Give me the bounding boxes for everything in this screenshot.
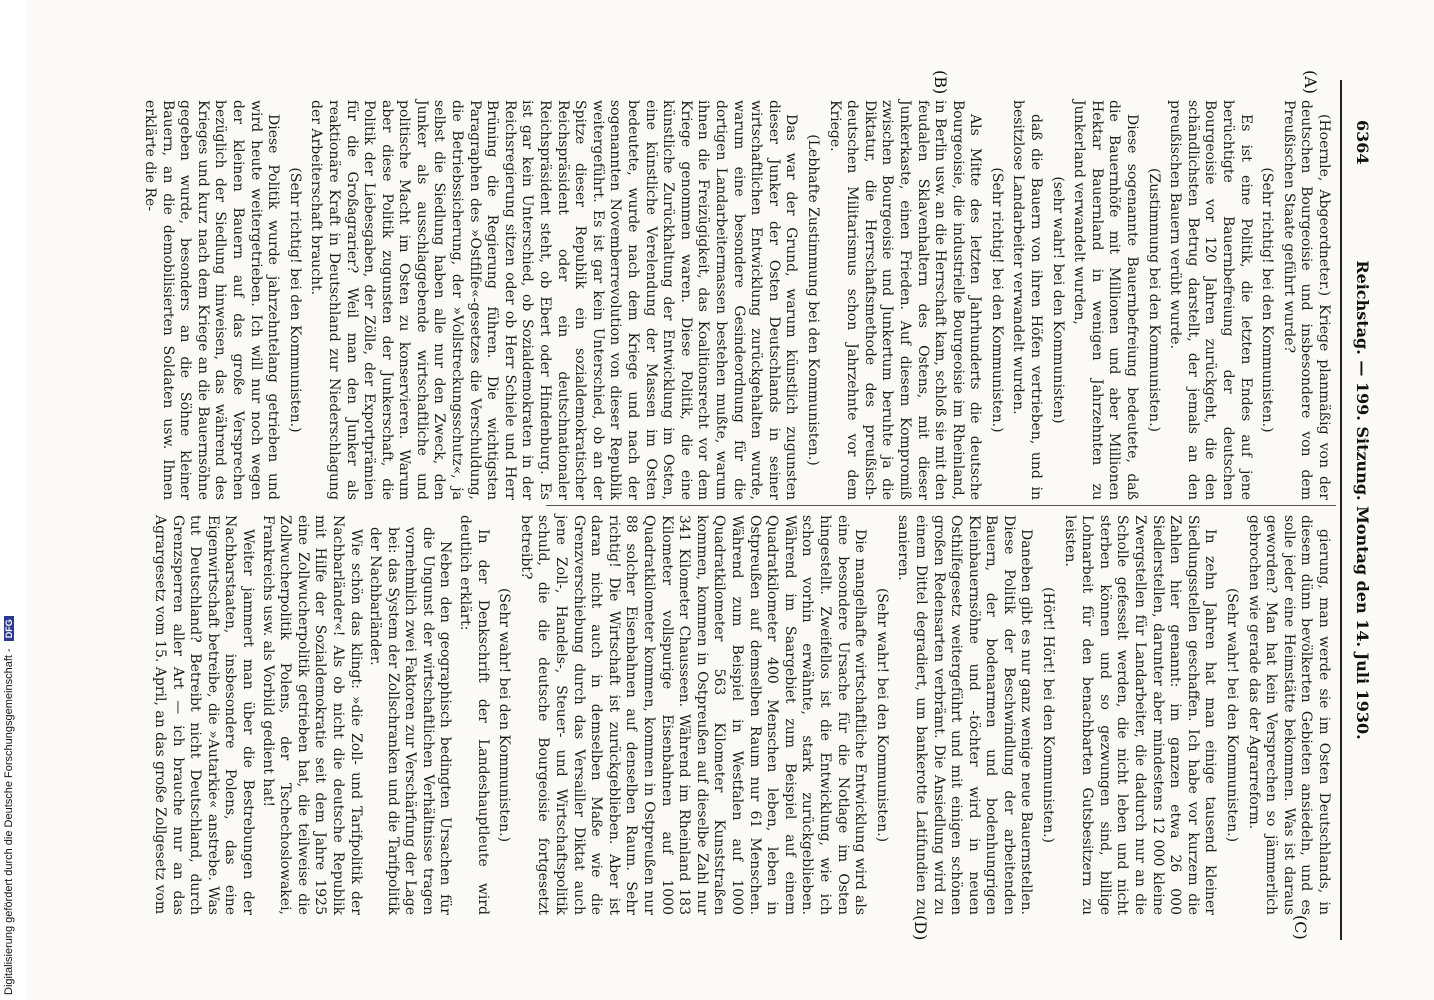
interjection: (Lebhafte Zustimmung bei den Kommunisten.) [804, 134, 821, 466]
interjection: (sehr wahr! bei den Kommunisten) [1049, 176, 1066, 424]
paragraph: Diese Politik wurde jahrzehntelang getrieben und wird heute weitergetrieben. Ich will nur noch wegen der kleinen Bauern auf das große Versprechen bezüglich der Siedlung hinweisen, das während des Krieges und kurz nach dem Kriege an die Bauernsöhne gegeben wurde, besonders an die Söhne kleiner Bauern, an die demobilisierten Soldaten usw. Ihnen erklärte die Re- [142, 100, 282, 500]
paragraph: Weiter jammert man über die Bestrebungen der Nachbarstaaten, insbesondere Polens, das eine Eigenwirtschaft betreibe, die »Autarkie« anstrebe. Was tut Deutschland? Betreibt nicht Deutschland, durch Grenzsperren aller Art — ich brauche nur an das Agrargesetz vom 15. April, an das große Zollgesetz vom [152, 515, 256, 915]
paragraph: Wie schön das klingt: »die Zoll- und Tarifpolitik der Nachbarländer«! Als ob nicht die deutsche Republik mit Hilfe der Sozialdemokratie seit dem Jahre 1925 eine Zollwucherpolitik getrieben hat, die teilweise die Zollwucherpolitik Polens, der Tschechoslowakei, Frankreichs usw. als Vorbild gedient hat! [259, 515, 364, 915]
paragraph: Als Mitte des letzten Jahrhunderts die deutsche Bourgeoisie, die industrielle Bourgeoisie im Rheinland, in Berlin usw. an die Herrschaft kam, schloß sie mit den feudalen Sklavenhaltern des Ostens, mit dieser Junkerkaste, einen Frieden. Auf diesem Kompromiß zwischen Bourgeoisie und Junkertum beruhte ja die Diktatur, die Herrschaftsmethode des preußisch-deutschen Militarismus schon Jahrzehnte vor dem Kriege. [826, 100, 984, 500]
interjection: (Sehr wahr! bei den Kommunisten.) [496, 587, 513, 843]
paragraph: In der Denkschrift der Landeshauptleute wird deutlich erklärt: [457, 515, 491, 915]
interjection: (Sehr wahr! bei den Kommunisten.) [1224, 587, 1241, 843]
margin-marker-b: (B) [931, 70, 950, 95]
paragraph: gierung, man werde sie im Osten Deutschlands, in diesem dünn bevölkerten Gebieten ansiedeln, und es solle jeder eine Heimstätte bekommen. Was ist daraus geworden? Man hat kein Versprechen so jämmerlich gebrochen wie gerade das der Agrarreform. [1245, 515, 1332, 915]
block-quote: Neben den geographisch bedingten Ursachen für die Ungunst der wirtschaftlichen Verhältnisse tragen vornehmlich zwei Faktoren zur Verschärfung der Lage bei: das System der Zollschranken und die Tarifpolitik der Nachbarländer. [367, 527, 454, 915]
margin-marker-c: (C) [1291, 915, 1310, 940]
page-title: Reichstag. — 199. Sitzung. Montag den 14. Juli 1930. [1353, 260, 1372, 740]
margin-marker-a: (A) [1301, 70, 1320, 95]
interjection: (Sehr richtig! bei den Kommunisten.) [286, 167, 303, 433]
interjection: (Sehr richtig! bei den Kommunisten.) [1259, 167, 1276, 433]
paragraph: Das war der Grund, warum künstlich zugunsten dieser Junker der Osten Deutschlands in seiner wirtschaftlichen Entwicklung zurückgehalten wurde, warum eine besondere Gesindeordnung für die dortigen Landarbeitermassen bestehen mußte, warum ihnen die Freizügigkeit, das Koalitionsrecht vor dem Kriege genommen waren. Diese Politik, die eine künstliche Zurückhaltung der Entwicklung im Osten, eine künstliche Verelendung der Massen im Osten bedeutete, wurde nach dem Kriege und nach der sogenannten Novemberrevolution von dieser Republik weitergeführt. Es ist gar kein Unterschied, ob an der Spitze dieser Republik ein sozialdemokratischer Reichspräsident oder ein deutschnationaler Reichspräsident steht, ob Ebert oder Hindenburg. Es ist gar kein Unterschied, ob Sozialdemokraten in der Reichsregierung sitzen oder ob Herr Schiele und Herr Brüning die Regierung führen. Die wichtigsten Paragraphen des »Ostfilfe«-gesetzes die Verschuldung, die Betriebssicherung, der »Vollstreckungsschutz«, ja selbst die Siedlung haben alle nur den Zweck, den Junker als ausschlaggebende wirtschaftliche und politische Macht im Osten zu konservieren. Warum aber diese Politik zugunsten der Junkerschaft, die Politik der Liebesgaben, der Zölle, der Exportprämien für die Großagrarier? Weil man den Junker als reaktionäre Kraft in Deutschland zur Niederschlagung der Arbeiterschaft braucht. [308, 100, 800, 500]
interjection: (Sehr richtig! bei den Kommunisten.) [988, 167, 1005, 433]
interjection: (Zustimmung bei den Kommunisten.) [1145, 168, 1162, 432]
right-column [152, 515, 1332, 915]
paragraph: Es ist eine Politik, die letzten Endes auf jene berüchtigte Bauernbefreiung der deutschen Bourgeoisie vor 120 Jahren zurückgeht, die den schändlichsten Betrug darstellt, der jemals an den preußischen Bauern verübt wurde. [1167, 100, 1254, 500]
column-divider [546, 505, 1336, 506]
digitization-credit-text: Digitalisierung gefördert durch die Deutsche Forschungsgemeinschaft - [3, 648, 15, 995]
interjection: (Hört! Hört! bei den Kommunisten.) [1040, 586, 1057, 843]
paragraph: Daneben gibt es nur ganz wenige neue Bauernstellen. Diese Politik der Beschwindlung der arbeitenden Bauern, der bodenarmen und bodenhungrigen Kleinbauernsöhne und -töchter wird in neuen Osthilfegesetz weitergeführt und mit einigen schönen großen Redensarten verbrämt. Die Ansiedlung wird zu einem Dittel degradiert, um bankerotte Latifundien zu sanieren. [895, 515, 1035, 915]
paragraph: daß die Bauern von ihren Höfen vertrieben, und in besitzlose Landarbeiter verwandelt wurden. [1010, 100, 1045, 500]
page-number: 6364 [1353, 120, 1372, 165]
paragraph: Diese sogenannte Bauernbefreiung bedeutete, daß die Bauernhöfe mit Millionen und aber Millionen Hektar Bauernland in wenigen Jahrzehnten zu Junkerland verwandelt wurden, [1071, 100, 1141, 500]
paragraph: (Hoernle, Abgeordneter.) Kriege planmäßig von der deutschen Bourgeoisie und insbesondere von dem Preußischen Staate geführt wurde? [1280, 100, 1332, 500]
paragraph: In zehn Jahren hat man einige tausend kleiner Siedlungsstellen geschaffen. Ich habe vor kurzem die Zahlen hier genannt: im ganzen etwa 26 000 Siedlerstellen, darunter aber mindestens 12 000 kleine Zwergstellen für Landarbeiter, die dadurch nur an die Scholle gefesselt werden, die nicht leben und nicht sterben können und so gezwungen sind, billige Lohnarbeit für den benachbarten Gutsbesitzern zu leisten. [1061, 515, 1219, 915]
left-column [142, 100, 1332, 500]
paragraph: Die mangelhafte wirtschaftliche Entwicklung wird als eine besondere Ursache für die Notlage im Osten hingestellt. Zweifellos ist die Entwicklung, wie ich schon vorhin erwähnte, stark zurückgeblieben. Während im Saargebiet zum Beispiel auf einem Quadratkilometer 400 Menschen leben, leben in Ostpreußen auf demselben Raum nur 61 Menschen. Während zum Beispiel in Westfalen auf 1000 Quadratkilometer 563 Kilometer Kunststraßen kommen, kommen in Ostpreußen auf dieselbe Zahl nur 341 Kilometer Chausseen. Während im Rheinland 183 Kilometer vollspurige Eisenbahnen auf 1000 Quadratkilometer kommen, kommen in Ostpreußen nur 88 solcher Eisenbahnen auf denselben Raum. Sehr richtig! Die Wirtschaft ist zurückgeblieben. Aber ist daran nicht auch in demselben Maße wie die Grenzverschiebung durch das Versailler Diktat auch jene Zoll-, Handels-, Steuer- und Wirtschaftspolitik schuld, die die deutsche Bourgeoisie fortgesetzt betreibt? [517, 515, 869, 915]
page-header [1346, 80, 1380, 920]
margin-marker-d: (D) [911, 915, 930, 941]
header-rule [1340, 80, 1342, 940]
interjection: (Sehr wahr! bei den Kommunisten.) [873, 587, 890, 843]
dfg-logo: DFG [4, 616, 14, 641]
